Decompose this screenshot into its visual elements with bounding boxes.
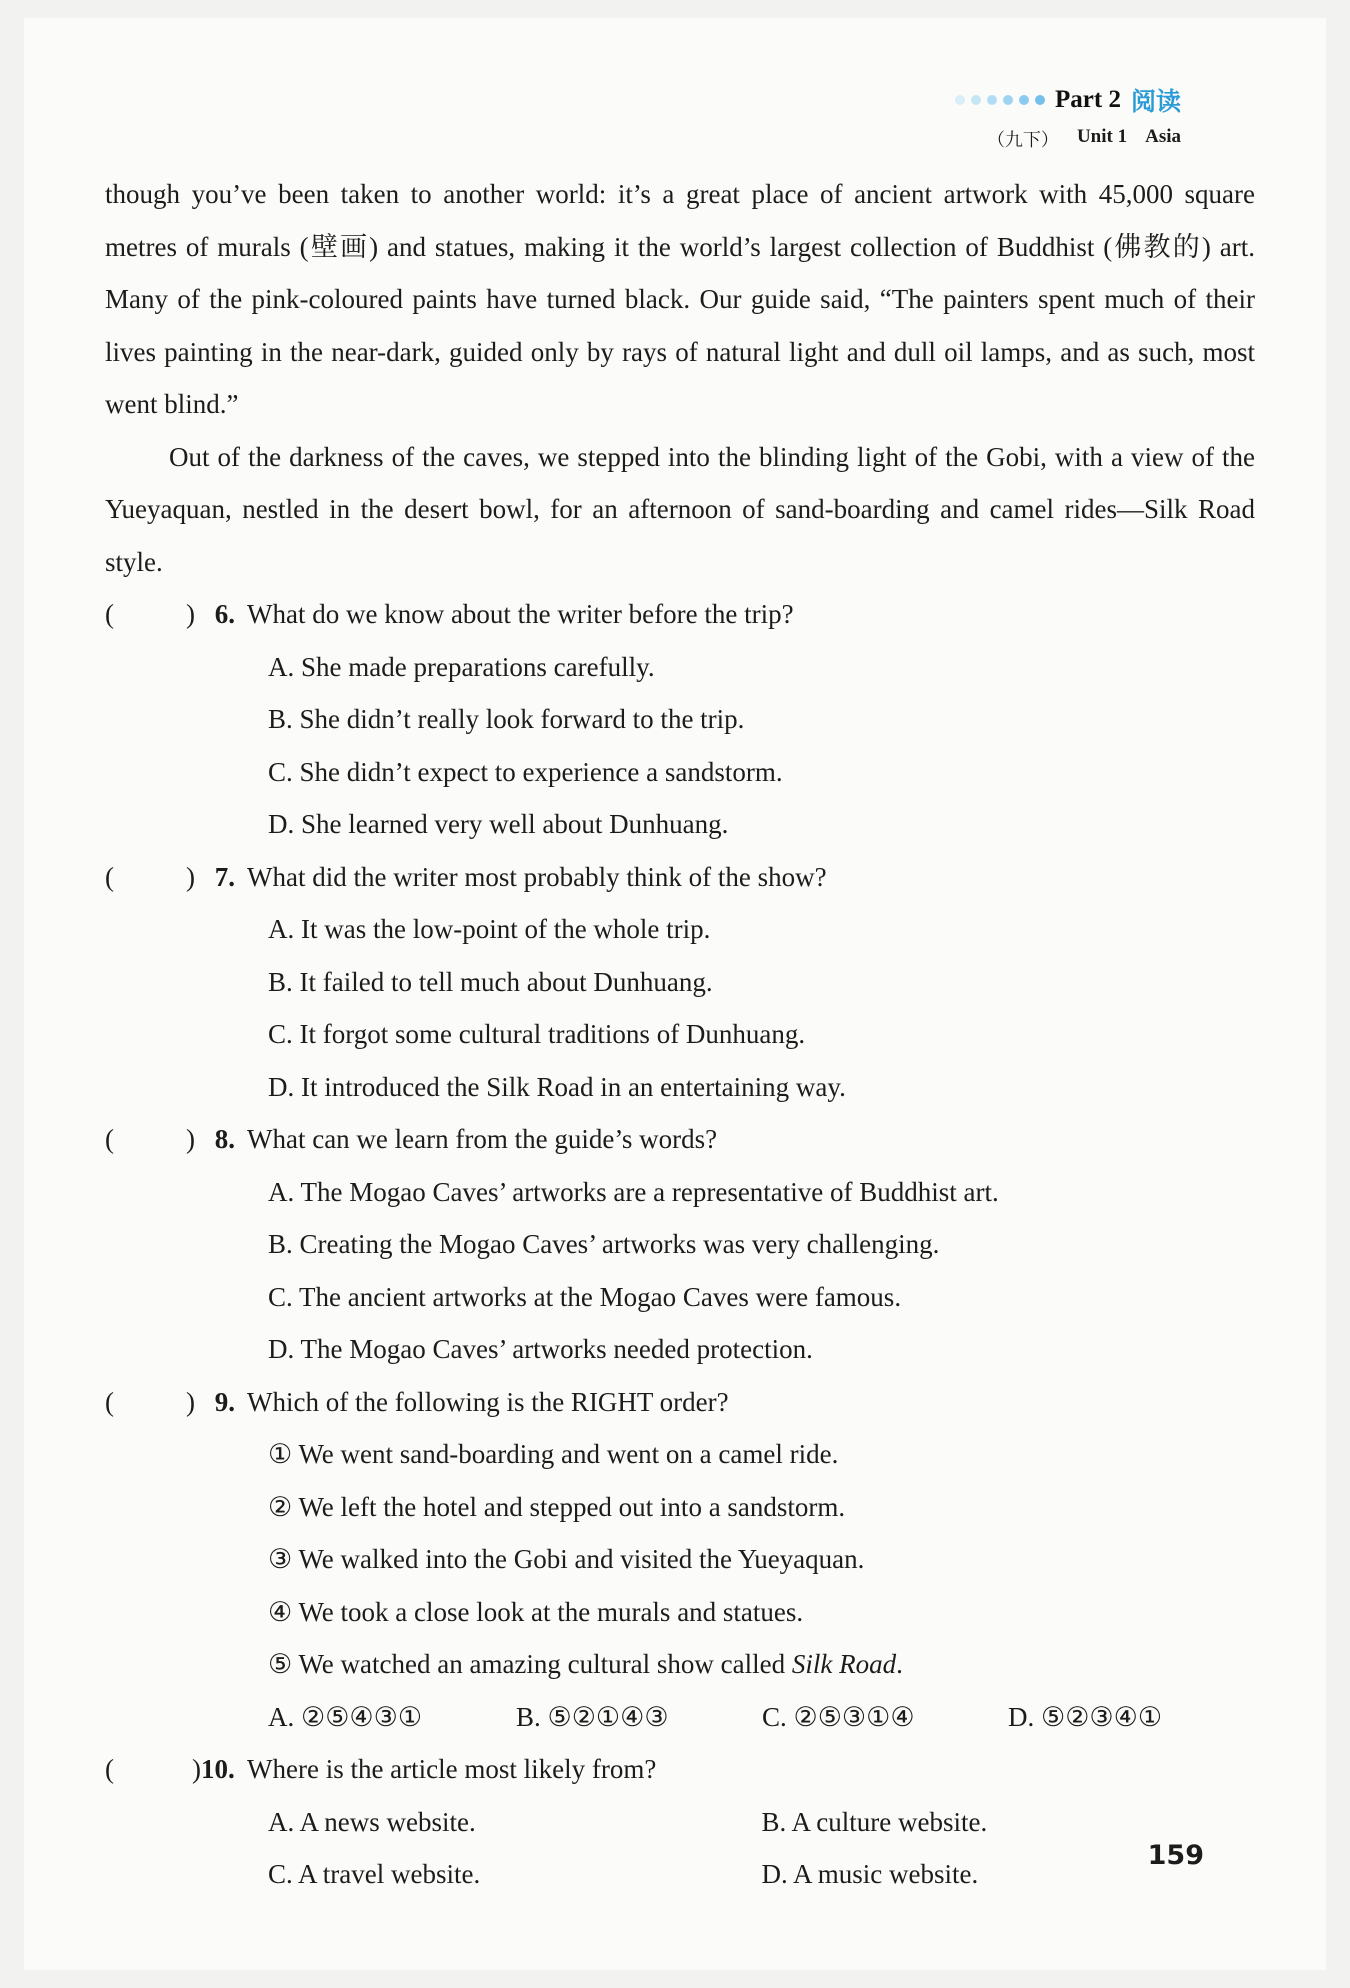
dot-icon <box>1019 95 1029 105</box>
passage-paragraph: though you’ve been taken to another world: it’s a great place of ancient artwork with 45,000 square metres of murals (壁画) and statues, making it the world’s largest collection of Buddhist (佛教的) art. Many of the pink-coloured paints have turned black. Our guide said, “The painters spent much of their lives painting in the near-dark, guided only by rays of natural light and dull oil lamps, and as such, most went blind.” <box>105 179 1255 419</box>
passage-paragraph: Out of the darkness of the caves, we stepped into the blinding light of the Gobi, with a view of the Yueyaquan, nestled in the desert bowl, for an afternoon of sand-boarding and camel rides—Silk Road style. <box>105 441 1255 577</box>
question-text: What did the writer most probably think of the show? <box>247 861 827 892</box>
option: D. A music website. <box>761 1859 979 1889</box>
event-item: ⑤ We watched an amazing cultural show called Silk Road. <box>268 1649 903 1679</box>
question-text: Where is the article most likely from? <box>247 1754 657 1784</box>
option: C. A travel website. <box>268 1859 481 1889</box>
question-text: What can we learn from the guide’s words? <box>247 1124 718 1154</box>
grade-label: （九下） <box>986 130 1059 151</box>
option: D. She learned very well about Dunhuang. <box>268 809 729 839</box>
option: D. ⑤②③④① <box>1008 1701 1163 1732</box>
question-number: 10. <box>201 1754 235 1784</box>
question-10 <box>105 1743 1255 1796</box>
option: B. She didn’t really look forward to the trip. <box>268 704 745 734</box>
question-number: 6. <box>214 599 235 629</box>
dot-icon <box>1035 95 1045 105</box>
unit-label: Unit 1 <box>1076 126 1128 147</box>
section-label: 阅读 <box>1130 87 1181 116</box>
option: B. Creating the Mogao Caves’ artworks was very challenging. <box>268 1229 940 1259</box>
option: A. ②⑤④③① <box>268 1701 423 1732</box>
answer-blank[interactable]: ( ) <box>105 1124 195 1154</box>
option-row <box>105 1848 1255 1901</box>
dot-icon <box>1003 95 1013 105</box>
option: A. The Mogao Caves’ artworks are a representative of Buddhist art. <box>268 1176 999 1207</box>
option: B. A culture website. <box>761 1806 988 1837</box>
option: B. ⑤②①④③ <box>516 1701 669 1732</box>
option: B. It failed to tell much about Dunhuang. <box>268 966 713 997</box>
answer-blank[interactable]: ( ) <box>105 861 195 892</box>
answer-blank[interactable]: ( ) <box>105 599 195 629</box>
option-row <box>105 1796 1255 1849</box>
option: C. She didn’t expect to experience a sandstorm. <box>268 756 783 787</box>
running-header <box>955 82 1181 152</box>
question-number: 8. <box>214 1124 235 1154</box>
option: C. ②⑤③①④ <box>762 1701 915 1732</box>
event-item: ② We left the hotel and stepped out into a sandstorm. <box>268 1491 846 1522</box>
event-item: ③ We walked into the Gobi and visited the Yueyaquan. <box>268 1544 865 1574</box>
answer-blank[interactable]: ( ) <box>105 1754 201 1784</box>
dot-icon <box>955 95 965 105</box>
option: D. The Mogao Caves’ artworks needed protection. <box>268 1334 813 1364</box>
event-item: ④ We took a close look at the murals and statues. <box>268 1596 804 1627</box>
event-item: ① We went sand-boarding and went on a camel ride. <box>268 1439 839 1469</box>
question-number: 9. <box>214 1386 235 1417</box>
topic-label: Asia <box>1145 126 1181 147</box>
option: C. The ancient artworks at the Mogao Caves were famous. <box>268 1281 902 1312</box>
question-text: What do we know about the writer before the trip? <box>247 599 794 629</box>
page-number: 159 <box>1147 1840 1204 1871</box>
option: A. It was the low-point of the whole trip. <box>268 914 711 944</box>
show-title: Silk Road <box>791 1649 897 1679</box>
question-8 <box>105 1113 1255 1166</box>
part-label: Part 2 <box>1055 86 1121 113</box>
dot-icon <box>987 95 997 105</box>
option: D. It introduced the Silk Road in an entertaining way. <box>268 1071 846 1102</box>
question-number: 7. <box>214 861 235 892</box>
reading-content <box>105 168 1255 1901</box>
question-6 <box>105 588 1255 641</box>
question-text: Which of the following is the RIGHT order? <box>247 1386 729 1417</box>
answer-blank[interactable]: ( ) <box>105 1386 195 1417</box>
question-7 <box>105 851 1255 904</box>
order-choices <box>105 1691 1255 1744</box>
option: C. It forgot some cultural traditions of Dunhuang. <box>268 1019 806 1049</box>
option: A. She made preparations carefully. <box>268 651 655 682</box>
decorative-dots <box>955 95 1045 105</box>
dot-icon <box>971 95 981 105</box>
option: A. A news website. <box>268 1806 476 1837</box>
question-9 <box>105 1376 1255 1429</box>
page <box>24 18 1326 1970</box>
